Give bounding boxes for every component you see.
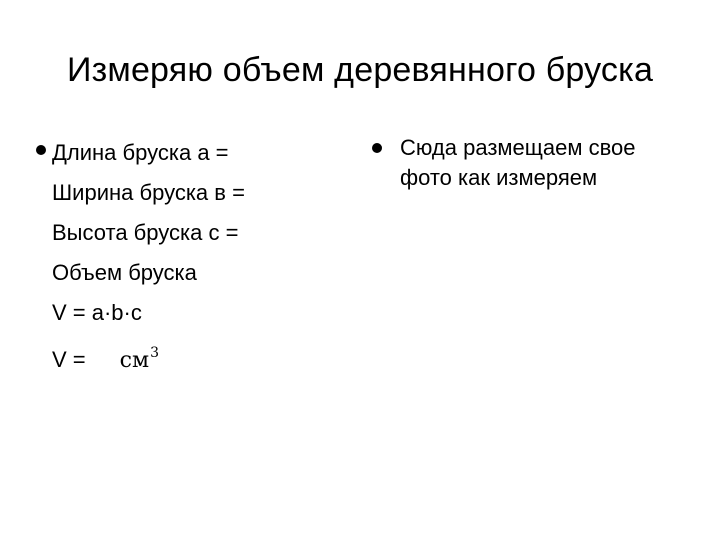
unit-text: см [119, 348, 150, 373]
volume-label-line: Объем бруска [52, 260, 197, 285]
right-bullet-row [372, 133, 692, 193]
volume-unit [119, 345, 159, 373]
volume-formula-line: V = a·b·c [52, 300, 142, 325]
unit-exponent: 3 [150, 345, 159, 361]
slide-title: Измеряю объем деревянного бруска [66, 51, 654, 89]
bullet-icon [372, 143, 382, 153]
volume-result-line [36, 333, 346, 381]
left-content [36, 133, 346, 381]
photo-instruction [400, 133, 635, 193]
width-line: Ширина бруска в = [52, 180, 245, 205]
right-content [372, 133, 692, 193]
bullet-icon [36, 145, 46, 155]
height-line: Высота бруска с = [52, 220, 239, 245]
left-bullet-row [36, 133, 346, 173]
photo-instruction-line-2: фото как измеряем [400, 165, 598, 190]
volume-result-label: V = [52, 347, 86, 372]
length-line: Длина бруска а = [52, 140, 229, 165]
photo-instruction-line-1: Сюда размещаем свое [400, 135, 636, 160]
